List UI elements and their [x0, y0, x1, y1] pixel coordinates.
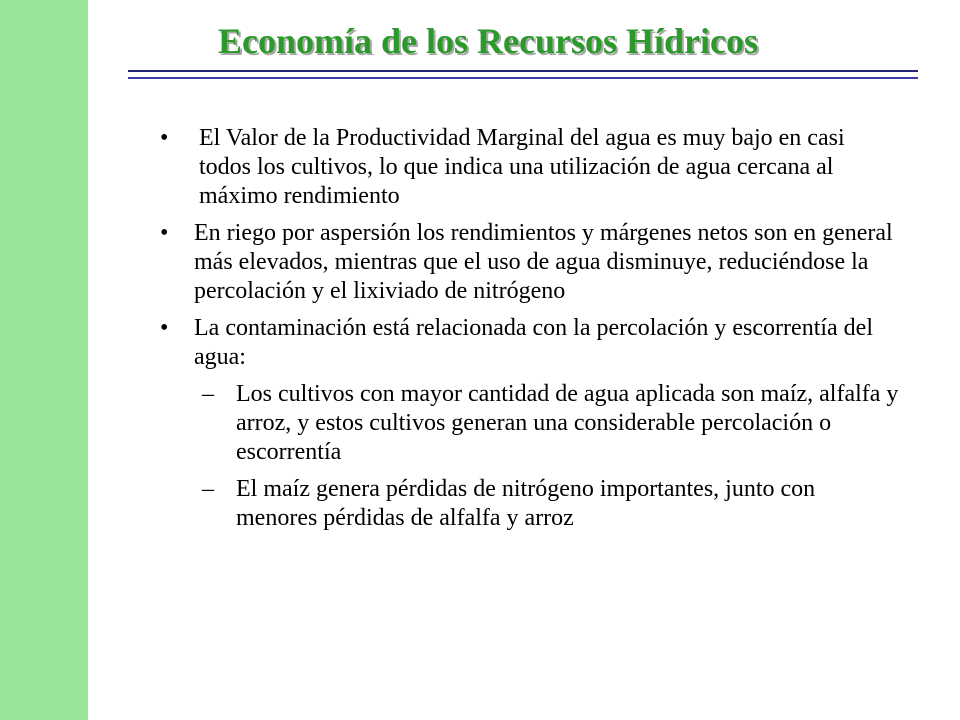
side-accent-bar — [0, 0, 88, 720]
title-underline-bottom — [128, 77, 918, 79]
slide-title: Economía de los Recursos Hídricos — [218, 21, 758, 61]
sub-bullet-text: Los cultivos con mayor cantidad de agua aplicada son maíz, alfalfa y arroz, y estos cultivos generan una considerable percolación o escorrentía — [236, 381, 899, 465]
sub-bullet-text: El maíz genera pérdidas de nitrógeno importantes, junto con menores pérdidas de alfalfa y arroz — [236, 476, 816, 531]
bullet-item-2 — [160, 219, 900, 306]
sub-bullet-marker: – — [202, 476, 214, 502]
sub-bullet-item-2 — [160, 475, 900, 533]
sub-bullet-marker: – — [202, 381, 214, 407]
bullet-marker: • — [160, 125, 169, 151]
bullet-text: En riego por aspersión los rendimientos y márgenes netos son en general más elevados, mientras que el uso de agua disminuye, reduciéndose la percolación y el lixiviado de nitrógeno — [194, 220, 893, 304]
title-underline-top — [128, 70, 918, 72]
bullet-text: El Valor de la Productividad Marginal del agua es muy bajo en casi todos los cultivos, lo que indica una utilización de agua cercana al máximo rendimiento — [199, 125, 845, 209]
sub-bullet-item-1 — [160, 380, 900, 467]
bullet-text: La contaminación está relacionada con la percolación y escorrentía del agua: — [194, 315, 873, 370]
bullet-item-3 — [160, 314, 900, 372]
bullet-item-1 — [160, 124, 900, 211]
slide-content — [160, 124, 900, 541]
bullet-marker: • — [160, 220, 169, 246]
bullet-marker: • — [160, 315, 169, 341]
